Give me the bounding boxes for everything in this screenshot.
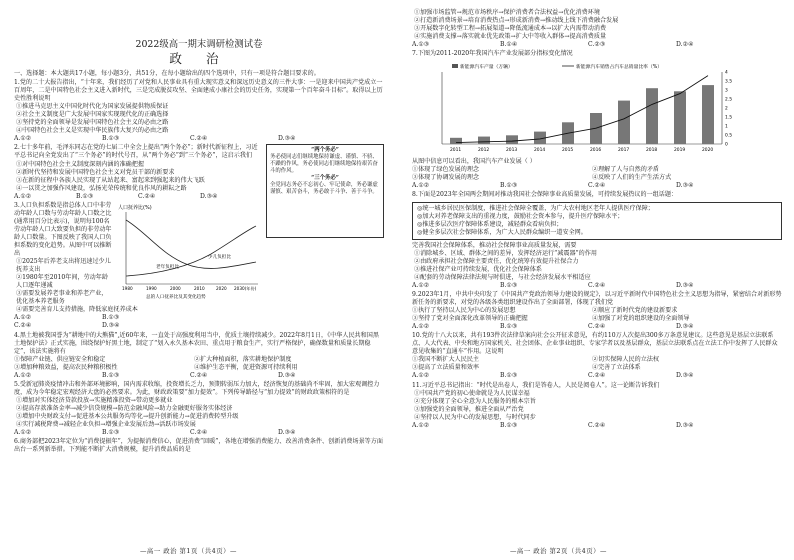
question-7 — [412, 50, 782, 190]
question-stem: 4.黑土地被我国誉为“耕地中的大熊猫”,近60年来，一直处于高强度利用当中，优质土壤持续减少。2022年8月1日，《中华人民共和国黑土地保护法》正式实施，围绕保护好黑土地，制定了“划入永久基本农田、重点用于粮食生产，实行严格保护，确保数量和质量长期稳定”，该法实施将有 — [14, 331, 379, 355]
choice: A.①② — [412, 323, 430, 331]
question-9 — [412, 291, 782, 331]
choice: A.①② — [412, 372, 430, 380]
choice: D.③④ — [676, 323, 694, 331]
option: ④反映了人们的生产生活方式 — [592, 174, 672, 182]
choice: B.①③ — [500, 281, 518, 289]
choices — [14, 322, 384, 330]
y-tick: 3 — [725, 88, 728, 94]
option: ②打造新消费场景→培育消费热点→形成新消费→推动线上线下消费融合发展 — [414, 17, 619, 25]
choice: D.③④ — [676, 372, 694, 380]
choice: D.③④ — [278, 429, 296, 437]
chart-svg — [116, 202, 262, 300]
choices — [412, 182, 782, 190]
x-tick: 2013 — [506, 148, 518, 154]
question-11 — [412, 382, 782, 430]
question-8 — [412, 191, 782, 290]
page-2-column — [412, 8, 782, 430]
option: ②理解了人与自然的矛盾 — [592, 166, 660, 174]
auto-industry-chart — [422, 60, 762, 156]
question-stem: 11.习近平总书记指出：“时代是出卷人，我们是答卷人，人民是阅卷人”。这一论断告诉我们 — [412, 381, 660, 389]
bar — [478, 137, 490, 144]
option: ①推进马克思主义中国化时代化为国家发展提供物质保证 — [16, 103, 169, 111]
choices — [14, 135, 384, 143]
option: ③加强党的全面领导，推进全面从严治党 — [414, 405, 524, 413]
topic: ◎统一城乡居民医保制度，推进社会保障全覆盖，为广大农村地区老年人提供医疗保障； — [417, 204, 654, 212]
option: ②充分体现了全心全意为人民服务的根本宗旨 — [414, 397, 536, 405]
option: ③坚持了党对全面深化改革领导的正确把握 — [412, 315, 528, 323]
topic: ◎加大对养老保障支出的重视力度，鼓励社会资本参与，提升医疗保障水平； — [417, 212, 624, 220]
option: ④完善了立法体系 — [592, 364, 641, 372]
choices — [14, 193, 262, 201]
legend-swatch — [452, 64, 458, 68]
subject-title: 政 治 — [169, 51, 229, 66]
option: ②1980年至2010年间，劳动年龄人口逐年递减 — [16, 274, 108, 290]
x-tick: 2016 — [590, 148, 602, 154]
option: ③在新的征程中各族人民实现了从站起来、富起来到强起来的伟大飞跃 — [16, 176, 205, 184]
option: ④需要完善育儿支持措施，降低家庭抚养成本 — [16, 306, 138, 314]
option: ②社会主义制度是广大发展中国家实现现代化的正确选择 — [16, 111, 169, 119]
y-tick: 2 — [725, 106, 728, 112]
option: ①2025年后养老支出将迅速过少儿抚养支出 — [16, 258, 111, 274]
question-after: 从图中信息可以看出，我国汽车产业发展（ ） — [412, 158, 536, 166]
section-instructions: 一、选择题：本大题共17小题，每小题3分，共51分，在每小题给出的四个选项中，只有一项是符合题目要求的。 — [14, 70, 320, 77]
choices — [412, 323, 782, 331]
series-line-children — [126, 220, 256, 268]
choice: C.②④ — [14, 322, 32, 330]
box-title: “三个务必” — [311, 175, 339, 182]
question-2 — [14, 144, 384, 200]
x-tick: 1990 — [146, 285, 157, 291]
option: ④配套的劳动保障法律法规与时俱进，与社会经济发展水平相适应 — [414, 273, 591, 281]
choice: A.①② — [412, 421, 430, 429]
series-label: 少儿负担比 — [208, 254, 231, 260]
choices — [412, 41, 782, 49]
question-stem: 1.党的二十大报告指出，“十年来，我们经历了对党和人民事业具有重大现实意义和深远历史意义的三件大事：一是迎来中国共产党成立一百周年，二是中国特色社会主义进入新时代，三是完成脱贫攻坚、全面建成小康社会的历史任务，实现第一个百年奋斗目标”。取得以上历史性胜利说明 — [14, 79, 383, 103]
x-tick: 2020 — [702, 148, 714, 154]
choice: C.②④ — [190, 429, 208, 437]
x-tick: 2018 — [646, 148, 658, 154]
choice: C.②④ — [588, 372, 606, 380]
topic: ◎推进多层次医疗保障体系建设，减轻群众看病负担； — [417, 220, 563, 228]
y-tick: 0 — [725, 142, 728, 148]
bar — [702, 85, 714, 144]
option: ①消除城乡、区域、群体之间的差异，发挥经济运行“减震器”的作用 — [414, 249, 597, 257]
choice: B.①③ — [102, 429, 120, 437]
option: ④维护生态平衡，促进资源可持续利用 — [194, 363, 298, 371]
choice: A.①② — [14, 429, 32, 437]
choice: B.①③ — [102, 135, 120, 143]
choice: D.③④ — [676, 281, 694, 289]
choice: B.①③ — [500, 182, 518, 190]
option: ①我国不断扩大人民民主 — [412, 356, 480, 364]
dependency-ratio-chart — [116, 202, 262, 300]
option: ①体现了绿色发展的理念 — [412, 166, 480, 174]
y-tick: 3.5 — [725, 79, 732, 85]
choice: A.①② — [14, 135, 32, 143]
x-tick: 2000 — [170, 285, 181, 291]
question-10 — [412, 332, 782, 380]
choice: C.②④ — [588, 182, 606, 190]
options-row — [412, 315, 782, 323]
choice: B.①③ — [500, 323, 518, 331]
bar — [618, 101, 630, 144]
bars-group — [450, 85, 714, 144]
choice: A.①② — [14, 192, 32, 200]
choices — [14, 372, 384, 380]
series-label: 老年负担比 — [156, 264, 179, 270]
options-row — [412, 307, 782, 315]
topic: ◎健全多层次社会保障体系，为广大人民群众编织一道安全网。 — [417, 228, 587, 236]
question-stem: 10.党的十八大以来，共有193件次法律草案向社会公开征求意见，有约110万人次提出300多万条意见建议。这些意见是基层立法联系点、人大代表、中央和地方国家机关、社会团体、企业事业组织、专家学者以及基层群众，基层立法联系点在立法工作中发挥了人民群众意见收集的“直通车”作用。这说明 — [412, 332, 778, 356]
option: ④一以贯之加强作风建设，弘扬光荣传统和优良作风的耕耘之路 — [16, 184, 187, 192]
quote-box — [266, 144, 384, 238]
choice: C.②④ — [588, 281, 606, 289]
share-line — [456, 76, 708, 143]
option: ④中国特色社会主义是实现中华民族伟大复兴的必由之路 — [16, 127, 169, 135]
bar — [450, 138, 462, 144]
choice: B.①③ — [102, 314, 120, 322]
option: ③增加种粮效益，提高农民种粮积极性 — [14, 363, 118, 371]
question-stem: 9.2023年1月，中共中央印发了《中国共产党政治领导力建设的规定》，以习近平新时代中国特色社会主义思想为指导，紧密结合对新形势新任务的新要求，对党的各级各类组织建设作出了全面部署，体现了我们党 — [412, 290, 782, 307]
option: ①保障产业链、供应链安全和稳定 — [14, 355, 106, 363]
choice: D.③④ — [676, 182, 694, 190]
question-6 — [14, 438, 384, 454]
x-tick: 2012 — [478, 148, 490, 154]
option: ④实行减税降费→减轻企业负担→增强企业发展后劲→活跃市场发展 — [16, 421, 196, 429]
choice: B.①③ — [102, 371, 120, 379]
choice: B.①③ — [500, 421, 518, 429]
choices — [412, 372, 782, 380]
option: ①对中国特色社会主义制度深刻内涵的准确把握 — [16, 160, 144, 168]
option: ②顺应了新时代党的建设新要求 — [592, 307, 678, 315]
choice: A.①② — [14, 371, 32, 379]
x-ticks — [450, 147, 713, 153]
question-6-continued — [412, 9, 782, 49]
topic-box — [412, 202, 782, 240]
option: ①增加对实体经济贷款投放→实施精准投资→带动更多就业 — [16, 396, 173, 404]
question-4 — [14, 332, 384, 380]
box-title: “两个务必” — [311, 147, 339, 154]
option: ②切实保障人民的立法权 — [592, 356, 660, 364]
y-tick: 2.5 — [725, 97, 732, 103]
option: ③增加中央财政支付→促进基本公共服务均等化→提升创新能力→促进消费转型升级 — [16, 412, 239, 420]
question-stem: 2.七十多年前，毛泽东同志在党的七届二中全会上提出“两个务必”；新时代新征程上，习近平总书记向全党发出了“三个务必”的时代号召，从“两个务必”到“三个务必”，这启示我们 — [14, 144, 258, 160]
x-tick: 2017 — [618, 148, 630, 154]
option: ③提高了立法质量和效率 — [412, 364, 480, 372]
option: ③开展数字化转型工程→拓展渠道→降低流通成本→以扩大内需带动消费 — [414, 25, 607, 33]
y-tick: 1 — [725, 124, 728, 130]
option: ③推进社保产业可持续发展，优化社会保障体系 — [414, 265, 542, 273]
options-row — [412, 364, 782, 372]
x-tick: 2030(年份) — [234, 285, 257, 291]
choice: C.②④ — [138, 192, 156, 200]
legend-label: 新能源汽车产量（万辆） — [460, 65, 513, 71]
bar — [506, 136, 518, 145]
chart-title: 人口抚养比(%) — [118, 204, 152, 211]
page-footer-left: —高一 政治 第1页（共4页）— — [140, 547, 237, 555]
x-tick: 2015 — [562, 148, 574, 154]
page-1-column — [14, 8, 384, 454]
x-tick: 2019 — [674, 148, 686, 154]
option: ④坚持以人民为中心的发展思想，与时代同步 — [414, 413, 536, 421]
choices — [412, 282, 782, 290]
option: ③需要发展养老事业和养老产业，优化基本养老服务 — [16, 290, 108, 306]
choice: C.②④ — [588, 323, 606, 331]
y-ticks-right — [725, 70, 732, 148]
option: ①加强市场监管→规范市场秩序→保护消费者合法权益→优化消费环境 — [414, 9, 600, 16]
choice: C.②③ — [588, 41, 606, 49]
choice: B.①③ — [500, 372, 518, 380]
choice: A.①② — [412, 182, 430, 190]
bar — [674, 92, 686, 145]
choice: C.②④ — [588, 421, 606, 429]
x-tick: 2011 — [450, 148, 462, 154]
question-stem: 6.商务部把2023年定位为“消费提振年”，为提振消费信心，促进消费“回暖”，各地在增强消费能力、改善消费条件、创新消费场景等方面出台一系列新举措。下列能不断扩大消费规模，提升消费品质的是 — [14, 438, 383, 454]
option: ④实施消费支撑→落实就业优先政策→扩大中等收入群体→提高消费质量 — [414, 33, 607, 41]
option: ④加强了对党的组织建设的全面领导 — [592, 315, 690, 323]
question-prompt: 完善我国社会保障体系，推动社会保障事业高质量发展，需要 — [412, 241, 577, 249]
option: ③坚持党的全面领导是发展中国特色社会主义的必由之路 — [16, 119, 169, 127]
exam-title: 2022级高一期末调研检测试卷 — [135, 39, 263, 50]
y-tick: 0.5 — [725, 133, 732, 139]
question-stem: 8.下面是2023年全国两会期间对推动我国社会保障事业高质量发展，可持续发展热议的一组话题： — [412, 191, 678, 199]
choices — [14, 429, 384, 437]
question-1 — [14, 79, 384, 143]
x-tick: 2010 — [194, 285, 205, 291]
choice: A.①③ — [412, 41, 430, 49]
option: ②扩大种植面积，落实耕地保护制度 — [194, 355, 292, 363]
question-stem: 3.人口负担系数是指总体人口中非劳动年龄人口数与劳动年龄人口数之比(通常用百分比表示)，说明每100名劳动年龄人口大致要负担的非劳动年龄人口数量。下图反映了我国人口负担系数的变化趋势。从图中可以推断出 — [14, 201, 112, 258]
question-stem: 7.下图为2011-2020年我国汽车产业发展部分指标变化情况 — [412, 50, 573, 58]
choice: B.①④ — [500, 41, 518, 49]
option: ②由政府承担社会保障主要责任，优化统筹有效提升社保合力 — [414, 257, 579, 265]
choice: D.③④ — [200, 192, 218, 200]
choices — [412, 422, 782, 430]
choice: D.③④ — [278, 135, 296, 143]
chart-svg — [422, 60, 762, 156]
legend-label: 新能源汽车销售占汽车总销量比率（%） — [576, 65, 663, 71]
bar — [646, 88, 658, 144]
choice: B.①③ — [76, 192, 94, 200]
choice: C.②④ — [190, 371, 208, 379]
chart-caption: 总的人口抚养比及其变化趋势 — [146, 294, 206, 300]
choice: A.①② — [412, 281, 430, 289]
choices — [14, 314, 384, 322]
y-tick: 4 — [725, 70, 728, 76]
choice: C.②④ — [190, 135, 208, 143]
series-line-elderly — [126, 226, 256, 276]
y-tick: 1.5 — [725, 115, 732, 121]
choice: D.③④ — [676, 421, 694, 429]
page-footer-right: —高一 政治 第2页（共4页）— — [510, 547, 607, 555]
x-tick: 1980 — [122, 285, 133, 291]
choice: D.②④ — [676, 41, 694, 49]
option: ①执行了坚持以人民为中心的发展思想 — [412, 307, 516, 315]
choice: D.③④ — [102, 322, 120, 330]
option: ②新时代坚持和发展中国特色社会主义对党员干部的新要求 — [16, 168, 175, 176]
option: ①中国共产党的初心使命就是为人民谋幸福 — [414, 389, 530, 397]
question-stem: 5.受新冠肺炎疫情冲击和外部环境影响，国内需求收缩，投资增长乏力，预期转弱压力加大，经济恢复的基础尚不牢固，加大宏观调控力度，成为今年稳定宏观经济大盘的必然要求。为此，财政政策要“加力提效”。下列传导路径与“加力提效”的财政政策相符的是 — [14, 380, 380, 396]
option: ③体现了协调发展的理念 — [412, 174, 480, 182]
choice: D.③④ — [278, 371, 296, 379]
choice: A.①② — [14, 314, 32, 322]
box-body: 全党同志务必不忘初心、牢记使命，务必谦虚谨慎、艰苦奋斗，务必敢于斗争、善于斗争。 — [270, 182, 378, 196]
option: ②提高存款准备金率→减少信贷规模→防范金融风险→助力金融更好服务实体经济 — [16, 404, 233, 412]
options-row — [14, 356, 384, 364]
x-tick: 2014 — [534, 148, 546, 154]
options-row — [14, 364, 384, 372]
question-5 — [14, 381, 384, 437]
options-row — [412, 174, 782, 182]
x-tick: 2020 — [216, 285, 227, 291]
box-body: 务必使同志们继续地保持谦虚、谨慎、不骄、不躁的作风，务必使同志们继续地保持艰苦奋斗的作风。 — [270, 154, 378, 175]
